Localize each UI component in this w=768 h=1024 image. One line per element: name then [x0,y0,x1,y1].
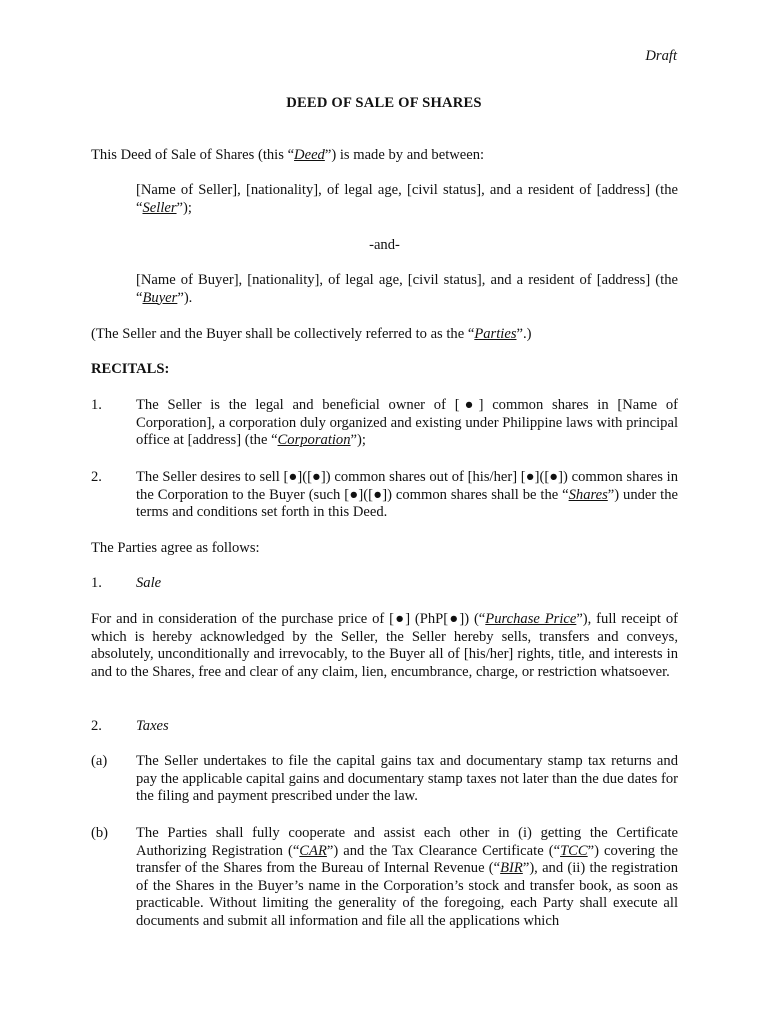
document-title: DEED OF SALE OF SHARES [286,95,482,111]
buyer-text-pre: [Name of Buyer], [nationality], of legal age, [civil status], and a resident of [address] (the “ [136,272,678,306]
defined-term-car: CAR [299,842,327,859]
defined-term-parties: Parties [474,326,517,342]
recital-text-pre: The Seller is the legal and beneficial owner of [●] common shares in [Name of Corporation], a corporation duly organized and existing under Philippine laws with principal office at [address] (the “ [136,397,678,448]
section-number: 1. [91,575,102,591]
clause-label: (a) [91,753,108,769]
intro-text-post: ”) is made by and between: [324,147,485,163]
and-separator: -and- [369,237,400,253]
parties-text-pre: (The Seller and the Buyer shall be collectively referred to as the “ [91,326,475,342]
clause-label: (b) [91,825,109,841]
section-number: 2. [91,718,102,734]
seller-paragraph [136,182,678,217]
intro-text-pre: This Deed of Sale of Shares (this “ [91,147,295,163]
defined-term-tcc: TCC [560,842,588,859]
clause-a-paragraph: The Seller undertakes to file the capital gains tax and documentary stamp tax returns and pay the applicable capital gains and documentary stamp taxes not later than the due dates for the filing and payment prescribed under the law. [136,753,678,804]
recital-paragraph [136,397,678,450]
seller-text-pre: [Name of Seller], [nationality], of legal age, [civil status], and a resident of [address] (the “ [136,182,678,216]
clause-b-text-4: ”), and (ii) the registration of the Shares in the Buyer’s name in the Corporation’s stock and transfer book, as soon as practicable. Without limiting the generality of the foregoing, each Party shall execute all documents and submit all information and file all the applications which [136,860,678,929]
defined-term-buyer: Buyer [142,289,178,306]
recitals-heading: RECITALS: [91,361,170,377]
clause-b-text-3: ”) covering the transfer of the Shares from the Bureau of Internal Revenue (“ [136,842,678,876]
defined-term-bir: BIR [500,860,523,876]
defined-term-shares: Shares [568,486,608,503]
clause-b-text-1: The Parties shall fully cooperate and assist each other in (i) getting the Certificate Authorizing Registration (“ [136,825,678,859]
sale-paragraph [91,611,678,681]
section-title-taxes: Taxes [136,718,169,734]
recital-number: 1. [91,397,102,413]
draft-label: Draft [645,48,677,64]
recital-text-post: ”) under the terms and conditions set forth in this Deed. [136,486,678,520]
recital-text-post: ”); [350,432,366,448]
buyer-text-post: ”). [177,289,193,306]
defined-term-deed: Deed [294,147,325,163]
sale-text-post: ”), full receipt of which is hereby acknowledged by the Seller, the Seller hereby sells, transfers and conveys, absolutely, unconditionally and irrevocably, to the Buyer all of [his/her] rights, title, and interests in and to the Shares, free and clear of any claim, lien, encumbrance, charge, or restriction whatsoever. [91,611,678,680]
parties-text-post: ”.) [516,326,532,342]
defined-term-purchase-price: Purchase Price [485,611,577,627]
recital-text-pre: The Seller desires to sell [●]([●]) common shares out of [his/her] [●]([●]) common shares in the Corporation to the Buyer (such [●]([●]) common shares shall be the “ [136,469,678,503]
defined-term-corporation: Corporation [277,432,351,448]
defined-term-seller: Seller [142,199,177,216]
clause-b-paragraph [136,825,678,930]
parties-paragraph [91,326,678,344]
sale-text-pre: For and in consideration of the purchase price of [●] (PhP[●]) (“ [91,611,486,627]
clause-b-text-2: ”) and the Tax Clearance Certificate (“ [326,842,561,859]
recital-number: 2. [91,469,102,485]
seller-text-post: ”); [176,199,192,216]
agree-paragraph: The Parties agree as follows: [91,540,260,556]
recital-paragraph [136,469,678,522]
intro-paragraph [91,147,678,165]
section-title-sale: Sale [136,575,162,591]
buyer-paragraph [136,272,678,307]
